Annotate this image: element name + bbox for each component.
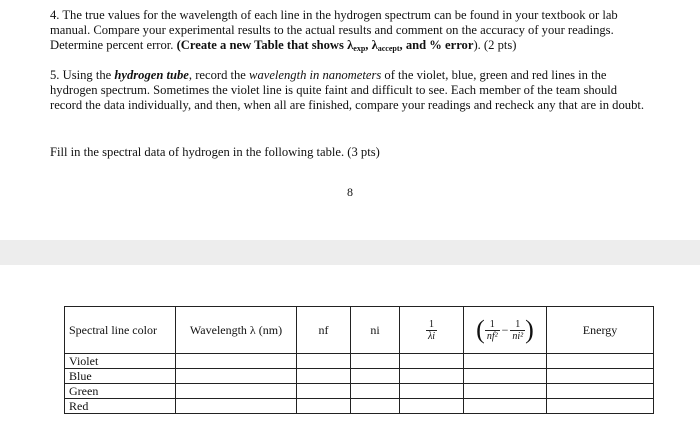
cell-wavelength[interactable] (176, 354, 297, 369)
question-4-bold (177, 38, 474, 52)
fraction-nf (485, 319, 500, 342)
cell-energy[interactable] (547, 354, 654, 369)
question-5-italic: wavelength in nanometers (249, 68, 382, 82)
header-nf: nf (297, 307, 351, 354)
header-spectral-line-color: Spectral line color (65, 307, 176, 354)
minus-sign: − (501, 322, 509, 337)
header-wavelength: Wavelength λ (nm) (176, 307, 297, 354)
cell-ni[interactable] (351, 384, 400, 399)
cell-difference[interactable] (464, 399, 547, 414)
cell-difference[interactable] (464, 384, 547, 399)
left-paren: ( (476, 315, 485, 344)
page-number: 8 (347, 185, 353, 199)
row-label: Red (65, 399, 176, 414)
reciprocal-numerator: 1 (426, 319, 437, 331)
cell-nf[interactable] (297, 399, 351, 414)
header-energy: Energy (547, 307, 654, 354)
question-4-bold-part2: , λ (365, 38, 378, 52)
question-4 (50, 8, 650, 53)
cell-wavelength[interactable] (176, 384, 297, 399)
cell-nf[interactable] (297, 354, 351, 369)
table-row (65, 399, 654, 414)
reciprocal-fraction (426, 319, 437, 342)
cell-nf[interactable] (297, 384, 351, 399)
question-5 (50, 68, 650, 113)
subscript-accept: accept (377, 44, 400, 53)
cell-wavelength[interactable] (176, 399, 297, 414)
question-5-rest: of the violet, blue, green and red lines in the hydrogen spectrum. Sometimes the violet line is quite faint and difficult to see. Each member of the team should record the data individually, and then, when all are finished, compare your readings and recheck any that are in doubt. (50, 68, 645, 112)
question-4-bold-part3: , and % error (399, 38, 474, 52)
cell-reciprocal[interactable] (400, 384, 464, 399)
fraction-nf-denominator: nf² (486, 330, 498, 342)
fraction-ni-denominator: ni² (512, 330, 524, 342)
cell-energy[interactable] (547, 369, 654, 384)
header-ni: ni (351, 307, 400, 354)
cell-energy[interactable] (547, 384, 654, 399)
row-label: Green (65, 384, 176, 399)
fraction-nf-numerator: 1 (485, 319, 500, 331)
cell-nf[interactable] (297, 369, 351, 384)
subscript-exp: exp (353, 44, 366, 53)
row-label: Violet (65, 354, 176, 369)
worksheet-page-bottom (0, 265, 700, 429)
spectral-data-table (64, 306, 654, 414)
right-paren: ) (525, 315, 534, 344)
header-reciprocal-wavelength (400, 307, 464, 354)
cell-reciprocal[interactable] (400, 399, 464, 414)
table-row (65, 369, 654, 384)
cell-difference[interactable] (464, 369, 547, 384)
reciprocal-denominator: λi (427, 330, 436, 342)
cell-energy[interactable] (547, 399, 654, 414)
cell-ni[interactable] (351, 354, 400, 369)
question-5-lead: 5. Using the (50, 68, 115, 82)
table-row (65, 384, 654, 399)
question-5-emphasis: hydrogen tube (114, 68, 189, 82)
table-header-row (65, 307, 654, 354)
cell-reciprocal[interactable] (400, 369, 464, 384)
header-level-difference (464, 307, 547, 354)
fraction-ni (510, 319, 525, 342)
question-5-mid: , record the (188, 68, 250, 82)
cell-wavelength[interactable] (176, 369, 297, 384)
fraction-ni-numerator: 1 (510, 319, 525, 331)
table-row (65, 354, 654, 369)
cell-ni[interactable] (351, 399, 400, 414)
cell-ni[interactable] (351, 369, 400, 384)
cell-reciprocal[interactable] (400, 354, 464, 369)
cell-difference[interactable] (464, 354, 547, 369)
question-4-text: 4. The true values for the wavelength of each line in the hydrogen spectrum can be found in your textbook or lab manual. Compare your experimental results to the actual results and comment on the accuracy of your readings. Determine percent error. (50, 8, 618, 52)
row-label: Blue (65, 369, 176, 384)
question-4-bold-part1: (Create a new Table that shows λ (176, 38, 354, 52)
question-4-tail: ). (2 pts) (473, 38, 517, 52)
fill-instruction: Fill in the spectral data of hydrogen in the following table. (3 pts) (50, 145, 380, 159)
